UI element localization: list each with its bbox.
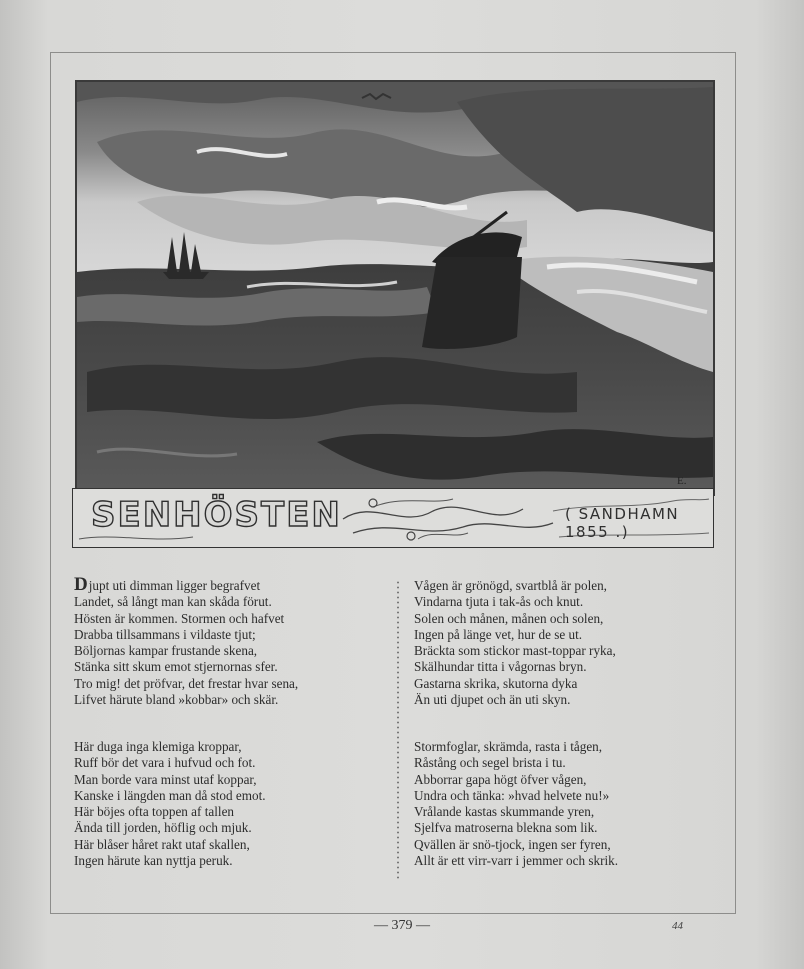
- poem-place-date: ( SANDHAMN 1855 .): [565, 505, 680, 541]
- poem-line: Sjelfva matroserna blekna som lik.: [414, 820, 598, 836]
- title-banner: [72, 488, 714, 548]
- artist-signature: E.: [677, 475, 687, 487]
- poem-line: Vindarna tjuta i tak-ås och knut.: [414, 594, 584, 610]
- poem-line: Hösten är kommen. Stormen och hafvet: [74, 610, 285, 626]
- poem-line: Undra och tänka: »hvad helvete nu!»: [414, 787, 610, 803]
- signature-mark: 44: [672, 920, 683, 932]
- poem-line: Här duga inga klemiga kroppar,: [74, 739, 242, 754]
- poem-title: SENHÖSTEN: [91, 495, 342, 535]
- poem-line: Abborrar gapa högt öfver vågen,: [414, 771, 587, 787]
- poem-line: Stormfoglar, skrämda, rasta i tågen,: [414, 739, 603, 754]
- poem-line: Ingen härute kan nyttja peruk.: [74, 853, 233, 869]
- stormy-sea-drawing: [77, 82, 713, 494]
- drop-cap: D: [74, 574, 88, 595]
- poem-line: Landet, så långt man kan skåda förut.: [74, 594, 272, 610]
- poem-line: Lifvet härute bland »kobbar» och skär.: [74, 692, 279, 708]
- poem-line: Böljornas kampar frustande skena,: [74, 643, 258, 659]
- poem-line: Qvällen är snö-tjock, ingen ser fyren,: [414, 836, 611, 852]
- poem-line: Vrålande kastas skummande yren,: [414, 804, 595, 820]
- poem-line: Allt är ett virr-varr i jemmer och skrik.: [414, 853, 619, 869]
- page-number: — 379 —: [374, 918, 430, 933]
- poem-line: Vågen är grönögd, svartblå är polen,: [414, 578, 607, 593]
- poem-line: Bräckta som stickor mast-toppar ryka,: [414, 643, 616, 659]
- poem-line: Ruff bör det vara i hufvud och fot.: [74, 755, 256, 771]
- poem-stanza-left-1: [74, 574, 299, 708]
- poem-line: Här blåser håret rakt utaf skallen,: [74, 836, 250, 852]
- stormy-sea-illustration: [75, 80, 715, 496]
- poem-line: Djupt uti dimman ligger begrafvet: [74, 574, 261, 595]
- column-divider: [397, 580, 399, 880]
- poem-line: Drabba tillsammans i vildaste tjut;: [74, 626, 256, 642]
- poem-line: Gastarna skrika, skutorna dyka: [414, 675, 578, 691]
- poem-line: Råstång och segel brista i tu.: [414, 755, 566, 771]
- poem-line: Kanske i längden man då stod emot.: [74, 787, 266, 803]
- poem-stanza-left-2: [74, 739, 266, 869]
- poem-line: Ingen på länge vet, hur de se ut.: [414, 626, 583, 642]
- poem-stanza-right-1: [414, 578, 616, 708]
- poem-line: Ända till jorden, höflig och mjuk.: [74, 820, 252, 836]
- poem-stanza-right-2: [414, 739, 618, 869]
- poem-line: Här böjes ofta toppen af tallen: [74, 804, 235, 820]
- poem-line: Stänka sitt skum emot stjernornas sfer.: [74, 659, 278, 675]
- poem-line: Skälhundar titta i vågornas bryn.: [414, 659, 587, 675]
- poem-line: Solen och månen, månen och solen,: [414, 610, 604, 626]
- poem-line: Tro mig! det pröfvar, det frestar hvar sena,: [74, 675, 299, 691]
- poem-line: Än uti djupet och än uti skyn.: [414, 692, 571, 708]
- poem-line: Man borde vara minst utaf koppar,: [74, 771, 257, 787]
